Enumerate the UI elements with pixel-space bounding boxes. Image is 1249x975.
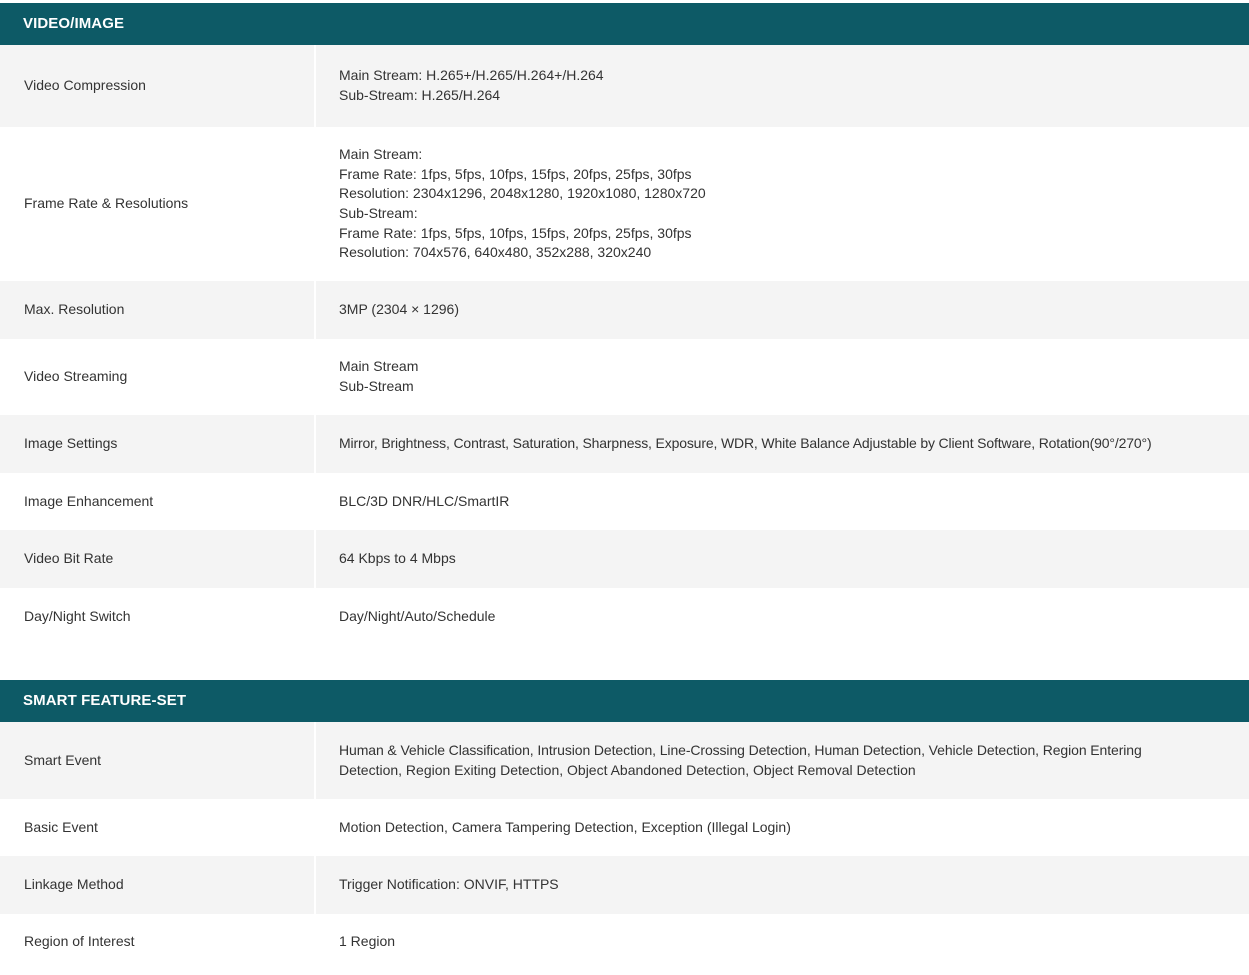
spec-row-frame-rate-resolutions [0,127,1249,281]
section-header: SMART FEATURE-SET [0,680,1249,722]
row-value: Main Stream: H.265+/H.265/H.264+/H.264 Sub-Stream: H.265/H.264 [316,45,1249,127]
spec-row-video-bit-rate [0,530,1249,588]
row-label: Region of Interest [24,933,135,950]
row-label: Linkage Method [0,856,316,914]
row-label: Max. Resolution [0,281,316,339]
row-label: Frame Rate & Resolutions [24,195,189,212]
spec-row-image-enhancement [0,473,1249,530]
section-smart-feature-set [0,680,1249,970]
row-value: Day/Night/Auto/Schedule [339,607,496,624]
row-value: 1 Region [339,933,396,950]
row-value: Trigger Notification: ONVIF, HTTPS [316,856,1249,914]
row-label: Image Settings [0,415,316,473]
spec-row-smart-event [0,722,1249,799]
spec-row-region-of-interest [0,914,1249,970]
spec-row-day-night-switch [0,588,1249,645]
row-label: Video Compression [0,45,316,127]
row-value: BLC/3D DNR/HLC/SmartIR [339,492,510,509]
section-video-image [0,3,1249,645]
row-value: Human & Vehicle Classification, Intrusion Detection, Line-Crossing Detection, Human Detection, Vehicle Detection, Region Entering Detection, Region Exiting Detection, Object Abandoned Detection, Object Removal Detection [316,722,1249,799]
spec-row-basic-event [0,799,1249,856]
spec-row-linkage-method [0,856,1249,914]
spec-row-video-streaming [0,339,1249,415]
row-value: Motion Detection, Camera Tampering Detection, Exception (Illegal Login) [339,818,791,835]
row-label: Video Bit Rate [0,530,316,588]
row-value: 64 Kbps to 4 Mbps [316,530,1249,588]
spec-page [0,3,1249,970]
row-value: 3MP (2304 × 1296) [316,281,1249,339]
spec-row-image-settings [0,415,1249,473]
spec-row-video-compression [0,45,1249,127]
row-label: Basic Event [24,818,98,835]
row-label: Day/Night Switch [24,607,131,624]
section-header: VIDEO/IMAGE [0,3,1249,45]
row-value: Main Stream: Frame Rate: 1fps, 5fps, 10fps, 15fps, 20fps, 25fps, 30fps Resolution: 2304x1296, 2048x1280, 1920x1080, 1280x720 Sub-Stream: Frame Rate: 1fps, 5fps, 10fps, 15fps, 20fps, 25fps, 30fps Resolution: 704x576, 640x480, 352x288, 320x240 [339,146,706,261]
spec-row-max-resolution [0,281,1249,339]
row-label: Smart Event [0,722,316,799]
row-value: Main Stream Sub-Stream [339,358,419,394]
row-label: Video Streaming [24,368,128,385]
row-label: Image Enhancement [24,492,154,509]
row-value: Mirror, Brightness, Contrast, Saturation, Sharpness, Exposure, WDR, White Balance Adjustable by Client Software, Rotation(90°/270°) [316,415,1249,473]
section-gap [0,645,1249,680]
